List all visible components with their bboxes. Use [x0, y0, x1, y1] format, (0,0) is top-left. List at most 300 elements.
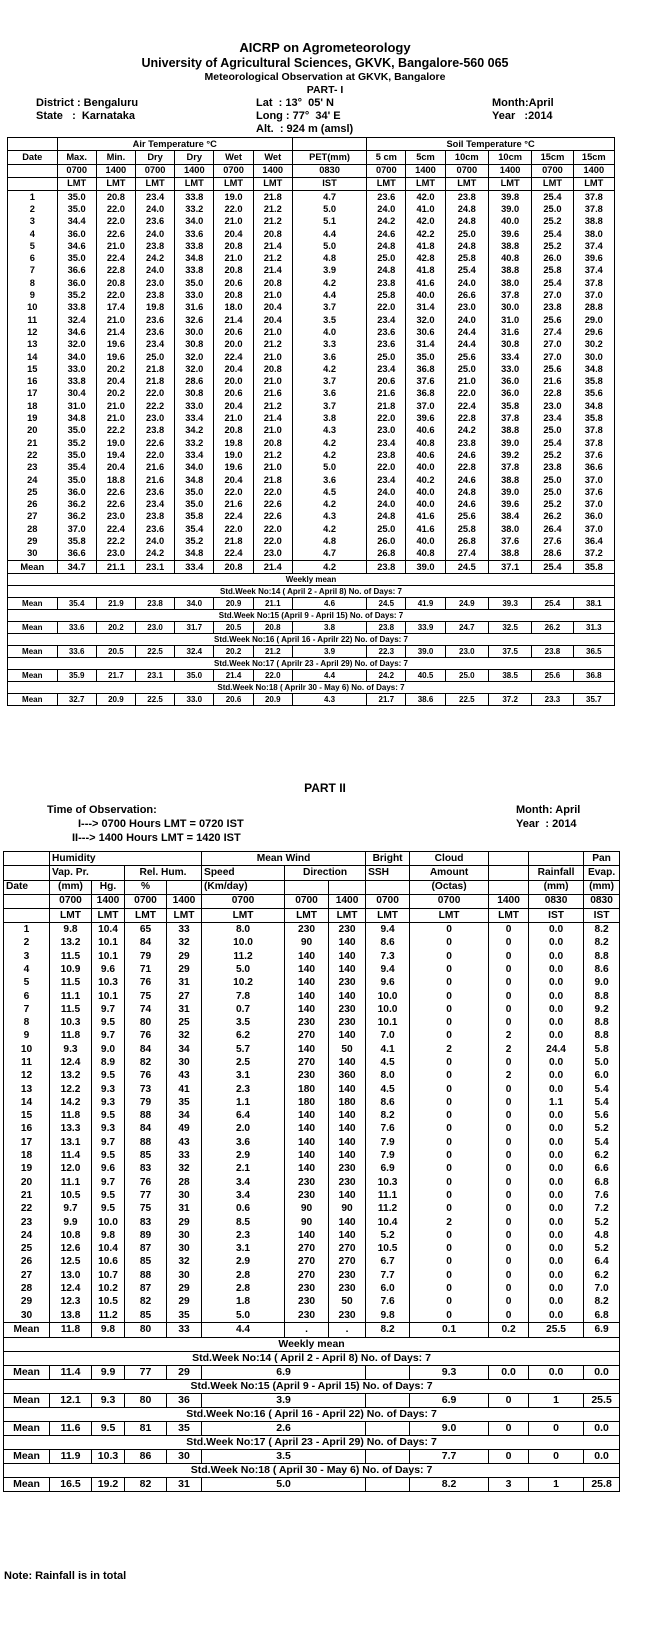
- table-cell: 0: [489, 950, 529, 963]
- table-cell: 38.5: [488, 670, 531, 682]
- col-time: 1400: [175, 164, 214, 177]
- table-cell: 2: [489, 1043, 529, 1056]
- table-cell: 0: [489, 1309, 529, 1323]
- table-cell: 11.4: [50, 1365, 92, 1379]
- table-cell: 2: [489, 1070, 529, 1083]
- table-cell: 18: [8, 400, 58, 412]
- table-row: [4, 1043, 620, 1056]
- table-cell: 22.4: [214, 548, 253, 561]
- table-cell: 32.7: [57, 694, 96, 706]
- table-cell: 140: [329, 1189, 366, 1202]
- table-cell: 35: [167, 1421, 202, 1435]
- time-of-observation: Time of Observation:: [47, 804, 157, 816]
- table-cell: 8.2: [584, 923, 620, 937]
- table-cell: 0: [410, 963, 489, 976]
- table-cell: 20.8: [253, 437, 292, 449]
- table-cell: 35: [167, 1096, 202, 1109]
- table-cell: 9.0: [410, 1421, 489, 1435]
- table-cell: 22.5: [135, 646, 174, 658]
- table-cell: 27: [8, 511, 58, 523]
- table-cell: 8.8: [584, 1030, 620, 1043]
- table-cell: 30: [8, 548, 58, 561]
- table-cell: 39.2: [488, 449, 531, 461]
- table-cell: 13.0: [50, 1269, 92, 1282]
- table-cell: 37.0: [406, 400, 445, 412]
- table-cell: 35.0: [57, 474, 96, 486]
- table-cell: 0.0: [529, 1216, 584, 1229]
- table-cell: 0: [489, 1096, 529, 1109]
- table-cell: 24.2: [135, 253, 174, 265]
- table-cell: 6.9: [584, 1323, 620, 1337]
- table-cell: 21.0: [253, 290, 292, 302]
- table-cell: Mean: [4, 1393, 50, 1407]
- table-cell: 21.2: [253, 203, 292, 215]
- table-cell: 41: [167, 1083, 202, 1096]
- table-cell: 19.8: [135, 302, 174, 314]
- table-cell: 0: [489, 937, 529, 950]
- table-cell: 24.0: [445, 314, 488, 326]
- table-cell: 8.0: [202, 923, 285, 937]
- table-cell: 39.0: [488, 437, 531, 449]
- table-cell: 25: [4, 1243, 50, 1256]
- table-cell: 32: [167, 1256, 202, 1269]
- table-cell: 0.7: [202, 1003, 285, 1016]
- table-cell: 37.8: [488, 413, 531, 425]
- table-cell: 21.8: [367, 400, 406, 412]
- table-cell: 270: [285, 1030, 329, 1043]
- table-cell: 0.0: [529, 1256, 584, 1269]
- table-row: [4, 1296, 620, 1309]
- table-cell: 2: [4, 937, 50, 950]
- table-cell: 40.8: [488, 253, 531, 265]
- table-cell: 31: [167, 1203, 202, 1216]
- week-label: Std.Week No:17 ( April 23 - April 29) No. of Days: 7: [4, 1435, 620, 1449]
- table-cell: 0: [489, 1083, 529, 1096]
- table-cell: 10.1: [92, 990, 125, 1003]
- table-cell: 5.2: [584, 1243, 620, 1256]
- table-row: [4, 1393, 620, 1407]
- table-cell: 19.0: [214, 449, 253, 461]
- table-cell: 23.6: [367, 339, 406, 351]
- table-cell: [366, 1449, 410, 1463]
- table-cell: 5.6: [584, 1110, 620, 1123]
- table-cell: 7: [4, 1003, 50, 1016]
- table-cell: 15: [8, 363, 58, 375]
- table-cell: 23.8: [445, 191, 488, 204]
- table-cell: 24.0: [367, 203, 406, 215]
- table-cell: 0: [410, 1070, 489, 1083]
- table-cell: 0.0: [529, 1017, 584, 1030]
- table-cell: 23.6: [135, 314, 174, 326]
- table-cell: 33: [167, 1150, 202, 1163]
- table-cell: 3.7: [292, 376, 366, 388]
- table-cell: 31.4: [406, 302, 445, 314]
- table-cell: 6.4: [202, 1110, 285, 1123]
- table-cell: 24.8: [367, 240, 406, 252]
- col-time: 1400: [488, 164, 531, 177]
- col-time: 0700: [285, 894, 329, 908]
- table-cell: 0.0: [529, 1150, 584, 1163]
- table-cell: 4.2: [292, 363, 366, 375]
- table-cell: 36: [167, 1393, 202, 1407]
- col-time: 0700: [135, 164, 174, 177]
- table-cell: 20.6: [214, 326, 253, 338]
- week-label: Std.Week No:15 (April 9 - April 15) No. of Days: 7: [8, 610, 615, 622]
- table-cell: 37.8: [573, 437, 614, 449]
- table-cell: 24.5: [445, 561, 488, 574]
- table-cell: 16.5: [50, 1477, 92, 1491]
- table-cell: 32: [167, 937, 202, 950]
- table-row: [8, 388, 615, 400]
- col-unit: LMT: [406, 177, 445, 190]
- table-row: [8, 376, 615, 388]
- table-cell: 23.1: [135, 561, 174, 574]
- table-cell: 0: [410, 1269, 489, 1282]
- week-label: Std.Week No:18 ( April 30 - May 6) No. of Days: 7: [4, 1463, 620, 1477]
- table-cell: 33.8: [175, 191, 214, 204]
- table-cell: 31.4: [406, 339, 445, 351]
- col-time: 1400: [92, 894, 125, 908]
- table-cell: 3.7: [292, 302, 366, 314]
- table-cell: 23.8: [445, 437, 488, 449]
- table-cell: 7.2: [584, 1203, 620, 1216]
- col-unit: LMT: [202, 909, 285, 923]
- table-cell: 0.0: [529, 1163, 584, 1176]
- table-cell: 6.7: [366, 1256, 410, 1269]
- table-cell: 85: [125, 1309, 167, 1323]
- table-cell: 35.8: [573, 413, 614, 425]
- report-title: AICRP on Agrometeorology: [239, 40, 411, 55]
- table-cell: 37.8: [488, 462, 531, 474]
- table-cell: 11: [8, 314, 58, 326]
- table-cell: 21.6: [532, 376, 573, 388]
- table-cell: 11.5: [50, 977, 92, 990]
- table-cell: 49: [167, 1123, 202, 1136]
- hdr-speed: Speed: [202, 866, 285, 880]
- table-cell: 140: [285, 1003, 329, 1016]
- table-cell: 80: [125, 1017, 167, 1030]
- table-cell: 0.0: [529, 977, 584, 990]
- table-cell: 0.0: [529, 1365, 584, 1379]
- table-cell: 140: [285, 1229, 329, 1242]
- table-row: [4, 1017, 620, 1030]
- table-cell: 37.8: [488, 290, 531, 302]
- table-cell: 23.8: [135, 290, 174, 302]
- table-cell: 36.0: [57, 228, 96, 240]
- table-row: [4, 1449, 620, 1463]
- table-cell: 20.4: [214, 363, 253, 375]
- table-cell: 16: [4, 1123, 50, 1136]
- table-cell: 25.8: [367, 290, 406, 302]
- table-cell: 28: [8, 523, 58, 535]
- table-cell: 5.0: [584, 1056, 620, 1069]
- table-cell: 21.4: [253, 413, 292, 425]
- table-cell: 4.2: [292, 523, 366, 535]
- table-cell: 24.4: [445, 326, 488, 338]
- table-row: [4, 923, 620, 937]
- col-header: 15cm: [573, 151, 614, 164]
- table-cell: 33.4: [175, 449, 214, 461]
- col-unit: LMT: [57, 177, 96, 190]
- table-cell: 25.0: [367, 253, 406, 265]
- table-cell: 24: [8, 474, 58, 486]
- table-cell: 11.2: [202, 950, 285, 963]
- table-row: [4, 1309, 620, 1323]
- table-cell: 3.9: [202, 1393, 366, 1407]
- table-cell: 23.8: [135, 598, 174, 610]
- table-cell: 26.8: [367, 548, 406, 561]
- table-row: [8, 694, 615, 706]
- table-cell: 0.0: [529, 990, 584, 1003]
- table-row: [4, 990, 620, 1003]
- table-cell: 85: [125, 1256, 167, 1269]
- table-cell: 22.2: [96, 536, 135, 548]
- table-cell: 21.8: [135, 376, 174, 388]
- table-row: [4, 1229, 620, 1242]
- table-cell: 35.0: [57, 253, 96, 265]
- table-cell: 24.6: [445, 449, 488, 461]
- table-cell: 0: [489, 1017, 529, 1030]
- week-label: Std.Week No:18 ( Aprilr 30 - May 6) No. of Days: 7: [8, 682, 615, 694]
- table-cell: 37.0: [573, 523, 614, 535]
- hdr-rel-hum: Rel. Hum.: [125, 866, 202, 880]
- table-cell: 34.8: [175, 474, 214, 486]
- table-cell: 140: [285, 977, 329, 990]
- hdr-mean-wind: Mean Wind: [202, 852, 366, 866]
- table-cell: 0: [410, 1229, 489, 1242]
- table-cell: 2.6: [202, 1421, 366, 1435]
- table-cell: 19.0: [96, 437, 135, 449]
- table-cell: 7.9: [366, 1150, 410, 1163]
- table-cell: 140: [329, 1056, 366, 1069]
- table-cell: 0: [410, 1189, 489, 1202]
- table-cell: 35.8: [175, 511, 214, 523]
- table-cell: 36.0: [488, 376, 531, 388]
- table-cell: 22.0: [253, 486, 292, 498]
- table-cell: 2.9: [202, 1150, 285, 1163]
- table-cell: 230: [285, 1283, 329, 1296]
- table-cell: 27.0: [532, 339, 573, 351]
- table-cell: 12.2: [50, 1083, 92, 1096]
- table-cell: 25.6: [532, 670, 573, 682]
- table-cell: 77: [125, 1189, 167, 1202]
- table-cell: 8.8: [584, 950, 620, 963]
- col-header: 5 cm: [367, 151, 406, 164]
- table-cell: 0: [410, 1017, 489, 1030]
- table-cell: 11.8: [50, 1110, 92, 1123]
- table-cell: 25.0: [532, 425, 573, 437]
- table-cell: 20.4: [214, 228, 253, 240]
- table-cell: 140: [285, 1163, 329, 1176]
- table-cell: 230: [329, 1017, 366, 1030]
- table-cell: 1.8: [202, 1296, 285, 1309]
- table-cell: 32.4: [57, 314, 96, 326]
- table-cell: 34.8: [175, 253, 214, 265]
- table-cell: 25.0: [445, 670, 488, 682]
- table-cell: 2.9: [202, 1256, 285, 1269]
- table-cell: 32.0: [175, 363, 214, 375]
- table-cell: 35.9: [57, 670, 96, 682]
- table-cell: 21.0: [253, 462, 292, 474]
- table-cell: 13.2: [50, 1070, 92, 1083]
- table-cell: 24.8: [445, 203, 488, 215]
- table-cell: 24.0: [135, 536, 174, 548]
- table-cell: Mean: [4, 1323, 50, 1337]
- col-time: 0830: [292, 164, 366, 177]
- table-cell: 25: [8, 486, 58, 498]
- col-time: 0830: [529, 894, 584, 908]
- table-cell: 30: [167, 1269, 202, 1282]
- table-cell: 35.4: [57, 462, 96, 474]
- table-cell: 21.4: [253, 265, 292, 277]
- hdr-unit-evap-mm: (mm): [584, 880, 620, 894]
- table-cell: 20.8: [214, 561, 253, 574]
- table-cell: 1: [8, 191, 58, 204]
- table-cell: 0.0: [529, 1243, 584, 1256]
- table-cell: 5.4: [584, 1136, 620, 1149]
- table-cell: 18: [4, 1150, 50, 1163]
- table-cell: 32.5: [488, 622, 531, 634]
- table-cell: 88: [125, 1269, 167, 1282]
- table-cell: 35.8: [57, 536, 96, 548]
- table-cell: 23.6: [135, 523, 174, 535]
- table-cell: 35.2: [57, 290, 96, 302]
- table-cell: 37.4: [573, 240, 614, 252]
- table-cell: 4.2: [292, 449, 366, 461]
- table-cell: 31: [167, 1003, 202, 1016]
- table-cell: 0.0: [529, 1136, 584, 1149]
- week-label: Std.Week No:15 (April 9 - April 15) No. of Days: 7: [4, 1379, 620, 1393]
- table-cell: 30.0: [488, 302, 531, 314]
- table-cell: 90: [285, 1203, 329, 1216]
- week-label: Std.Week No:17 ( Aprilr 23 - April 29) No. of Days: 7: [8, 658, 615, 670]
- table-cell: 0: [410, 1203, 489, 1216]
- table-cell: 4.2: [292, 437, 366, 449]
- table-cell: 0: [410, 1056, 489, 1069]
- table-cell: 35.8: [573, 561, 614, 574]
- table-cell: 29: [4, 1296, 50, 1309]
- table-cell: 19.8: [214, 437, 253, 449]
- table-cell: 36.0: [57, 486, 96, 498]
- table-cell: 22.0: [214, 203, 253, 215]
- table-cell: 4.4: [292, 290, 366, 302]
- table-cell: 31.0: [57, 400, 96, 412]
- table-cell: 8.0: [366, 1070, 410, 1083]
- table-cell: 21.4: [253, 240, 292, 252]
- table-cell: 24.7: [445, 622, 488, 634]
- table-cell: 230: [285, 1070, 329, 1083]
- table-cell: 24.0: [367, 486, 406, 498]
- table-cell: 20.4: [214, 400, 253, 412]
- table-cell: 35.0: [175, 277, 214, 289]
- table-cell: 35.8: [573, 376, 614, 388]
- table-cell: 22.5: [445, 694, 488, 706]
- table-cell: 20.8: [96, 277, 135, 289]
- table-cell: 38.1: [573, 598, 614, 610]
- table-cell: 3.6: [202, 1136, 285, 1149]
- table-cell: 22.0: [96, 290, 135, 302]
- table-cell: 230: [329, 1309, 366, 1323]
- table-cell: 11.1: [366, 1189, 410, 1202]
- table-cell: 4.8: [292, 536, 366, 548]
- table-cell: 0: [410, 1110, 489, 1123]
- table-cell: 3.7: [292, 400, 366, 412]
- table-cell: 23.6: [135, 486, 174, 498]
- table-cell: 26.4: [532, 523, 573, 535]
- table-cell: 6.2: [202, 1030, 285, 1043]
- table-cell: 21.2: [253, 400, 292, 412]
- table-cell: 16: [8, 376, 58, 388]
- col-unit: LMT: [175, 177, 214, 190]
- table-cell: 10.2: [202, 977, 285, 990]
- table-cell: 21.0: [214, 216, 253, 228]
- table-cell: 25.2: [532, 216, 573, 228]
- table-cell: 21.2: [253, 339, 292, 351]
- table-cell: 10.1: [366, 1017, 410, 1030]
- table-cell: 0: [489, 977, 529, 990]
- table-cell: [366, 1393, 410, 1407]
- hdr-soil-temperature: Soil Temperature °C: [367, 138, 615, 151]
- table-cell: 9.3: [92, 1393, 125, 1407]
- table-cell: 24.8: [367, 265, 406, 277]
- table-cell: 0.0: [529, 1030, 584, 1043]
- table-cell: 9: [4, 1030, 50, 1043]
- table-cell: 0: [489, 1150, 529, 1163]
- table-cell: 30.0: [573, 351, 614, 363]
- table-cell: 230: [285, 1176, 329, 1189]
- table-cell: 23.4: [367, 363, 406, 375]
- table-cell: 34.4: [57, 216, 96, 228]
- table-row: [4, 1203, 620, 1216]
- table-cell: 21.0: [96, 240, 135, 252]
- table-cell: 29: [8, 536, 58, 548]
- table-cell: 22.4: [96, 253, 135, 265]
- table-cell: 0.0: [529, 1056, 584, 1069]
- table-cell: 4.5: [292, 486, 366, 498]
- table-cell: 23.8: [135, 240, 174, 252]
- table-cell: 32.0: [175, 351, 214, 363]
- table-cell: 13.3: [50, 1123, 92, 1136]
- table-row: [8, 622, 615, 634]
- table-cell: 7.9: [366, 1136, 410, 1149]
- table-cell: 9.8: [366, 1309, 410, 1323]
- table-cell: 90: [285, 1216, 329, 1229]
- hdr-blank: [489, 880, 529, 894]
- table-cell: 22.0: [367, 413, 406, 425]
- table-cell: 21.0: [253, 425, 292, 437]
- table-cell: 7.7: [410, 1449, 489, 1463]
- table-cell: 14.2: [50, 1096, 92, 1109]
- hdr-pan: Pan: [584, 852, 620, 866]
- table-cell: 75: [125, 990, 167, 1003]
- table-cell: 5.0: [202, 1477, 366, 1491]
- table-cell: 81: [125, 1421, 167, 1435]
- table-cell: 35: [167, 1309, 202, 1323]
- hdr-blank: [329, 880, 366, 894]
- table-cell: 270: [329, 1256, 366, 1269]
- table-cell: 22.8: [445, 462, 488, 474]
- footnote: Note: Rainfall is in total: [4, 1570, 127, 1582]
- table-cell: 35.7: [573, 694, 614, 706]
- table-cell: 21.7: [96, 670, 135, 682]
- table-cell: 76: [125, 1070, 167, 1083]
- table-cell: Mean: [8, 561, 58, 574]
- table-cell: 13.1: [50, 1136, 92, 1149]
- table-row: [8, 240, 615, 252]
- table-row: [4, 1070, 620, 1083]
- table-cell: 8.6: [366, 937, 410, 950]
- table-cell: 37.8: [573, 277, 614, 289]
